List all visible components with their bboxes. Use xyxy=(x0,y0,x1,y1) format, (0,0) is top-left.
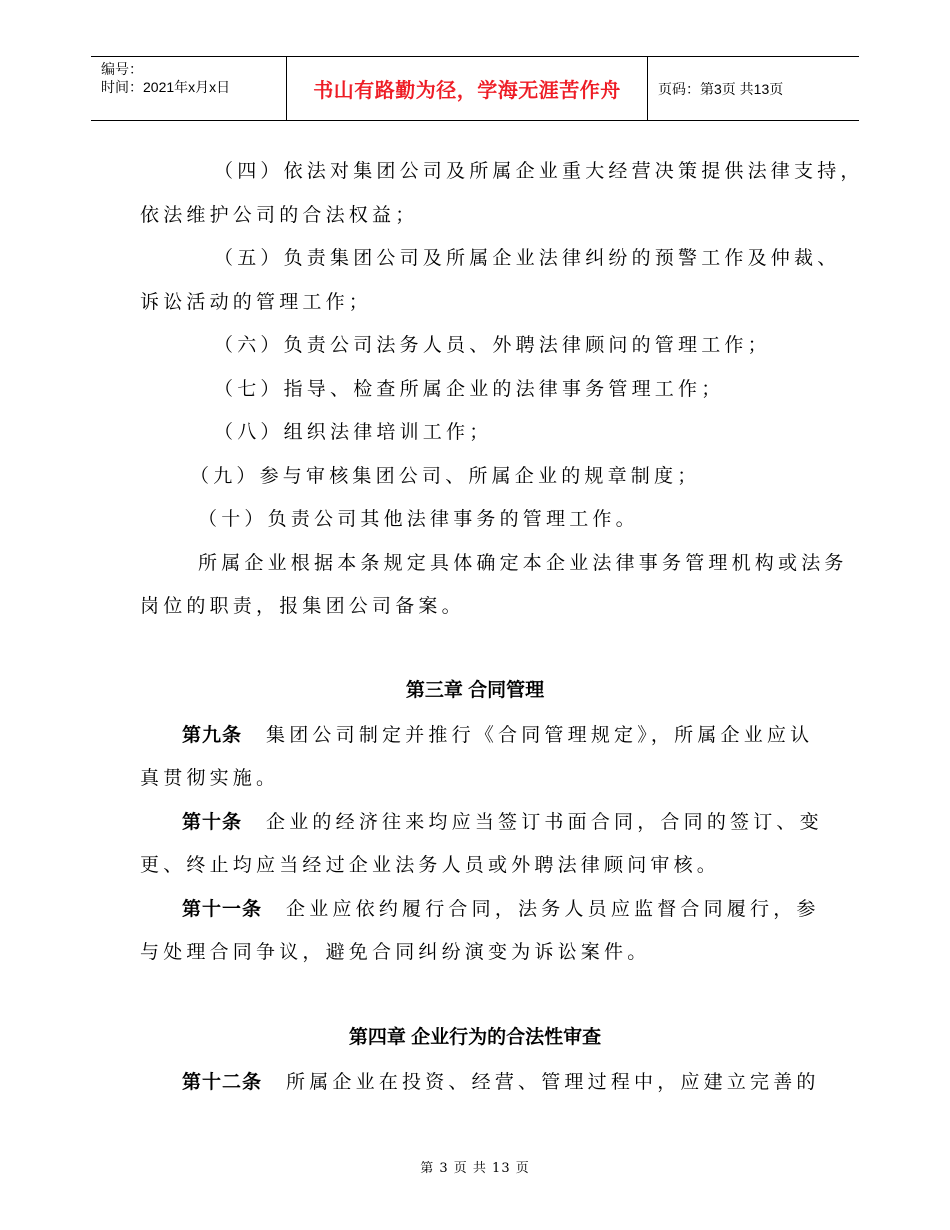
header-motto: 书山有路勤为径，学海无涯苦作舟 xyxy=(286,57,648,120)
document-time-label: 时间：2021年x月x日 xyxy=(101,79,231,95)
article-text: 企业应依约履行合同，法务人员应监督合同履行，参 xyxy=(286,898,820,920)
chapter-title: 第三章 合同管理 xyxy=(405,680,545,701)
article-line xyxy=(182,809,823,836)
page-footer: 第 3 页 共 13 页 xyxy=(420,1161,530,1176)
article-line: 更、终止均应当经过企业法务人员或外聘法律顾问审核。 xyxy=(140,854,721,876)
paragraph-line: 岗位的职责，报集团公司备案。 xyxy=(140,595,465,617)
article-line xyxy=(182,896,820,923)
page-header xyxy=(91,56,859,121)
article-text: 企业的经济往来均应当签订书面合同，合同的签订、变 xyxy=(266,811,823,833)
article-text: 所属企业在投资、经营、管理过程中，应建立完善的 xyxy=(286,1071,820,1093)
article-line xyxy=(182,1069,820,1096)
paragraph-line: （九）参与审核集团公司、所属企业的规章制度； xyxy=(190,465,701,487)
header-meta xyxy=(91,57,286,120)
header-page-number: 页码：第3页 共13页 xyxy=(658,80,784,97)
article-label: 第十条 xyxy=(182,812,243,833)
article-label: 第九条 xyxy=(182,725,243,746)
paragraph-line: （五）负责集团公司及所属企业法律纠纷的预警工作及仲裁、 xyxy=(214,247,841,269)
paragraph-line: 诉讼活动的管理工作； xyxy=(140,291,373,313)
paragraph-line: 所属企业根据本条规定具体确定本企业法律事务管理机构或法务 xyxy=(198,552,848,574)
article-text: 集团公司制定并推行《合同管理规定》，所属企业应认 xyxy=(266,724,814,746)
article-line: 真贯彻实施。 xyxy=(140,767,280,789)
article-line: 与处理合同争议，避免合同纠纷演变为诉讼案件。 xyxy=(140,941,651,963)
paragraph-line: （七）指导、检查所属企业的法律事务管理工作； xyxy=(214,378,725,400)
paragraph-line: （六）负责公司法务人员、外聘法律顾问的管理工作； xyxy=(214,334,771,356)
paragraph-line: （四）依法对集团公司及所属企业重大经营决策提供法律支持， xyxy=(214,160,864,182)
article-line xyxy=(182,722,813,749)
paragraph-line: （八）组织法律培训工作； xyxy=(214,421,493,443)
document-number-label: 编号： xyxy=(101,61,143,77)
article-label: 第十二条 xyxy=(182,1072,263,1093)
paragraph-line: （十）负责公司其他法律事务的管理工作。 xyxy=(198,508,639,530)
chapter-title: 第四章 企业行为的合法性审查 xyxy=(348,1027,602,1048)
article-label: 第十一条 xyxy=(182,899,263,920)
paragraph-line: 依法维护公司的合法权益； xyxy=(140,204,419,226)
